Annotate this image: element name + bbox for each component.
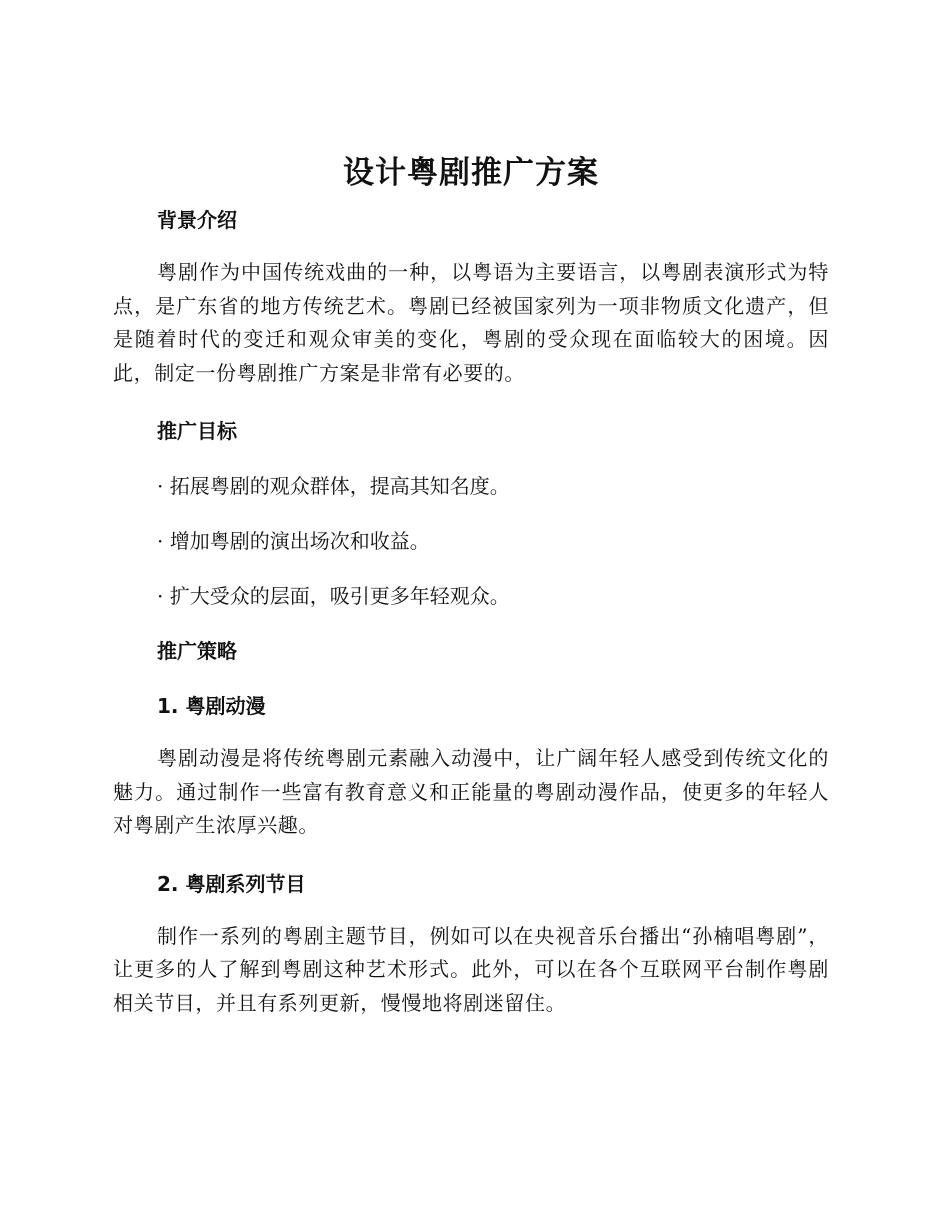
section-heading-strategy: 推广策略 <box>157 639 237 663</box>
goal-item-2: · 增加粤剧的演出场次和收益。 <box>157 529 430 553</box>
subsection-heading-series: 2. 粤剧系列节目 <box>157 871 306 896</box>
document-content <box>113 148 829 1020</box>
series-paragraph: 制作一系列的粤剧主题节目，例如可以在央视音乐台播出“孙楠唱粤剧”，让更多的人了解到粤剧这种艺术形式。此外，可以在各个互联网平台制作粤剧相关节目，并且有系列更新，慢慢地将剧迷留住。 <box>113 923 829 1015</box>
background-paragraph: 粤剧作为中国传统戏曲的一种，以粤语为主要语言，以粤剧表演形式为特点，是广东省的地方传统艺术。粤剧已经被国家列为一项非物质文化遗产，但是随着时代的变迁和观众审美的变化，粤剧的受众现在面临较大的困境。因此，制定一份粤剧推广方案是非常有必要的。 <box>113 260 829 385</box>
goal-item-3: · 扩大受众的层面，吸引更多年轻观众。 <box>157 584 510 608</box>
document-title: 设计粤剧推广方案 <box>343 155 599 191</box>
subsection-heading-anime: 1. 粤剧动漫 <box>157 694 266 718</box>
section-heading-goals: 推广目标 <box>157 419 237 443</box>
goal-item-1: · 拓展粤剧的观众群体，提高其知名度。 <box>157 474 510 498</box>
anime-paragraph: 粤剧动漫是将传统粤剧元素融入动漫中，让广阔年轻人感受到传统文化的魅力。通过制作一些富有教育意义和正能量的粤剧动漫作品，使更多的年轻人对粤剧产生浓厚兴趣。 <box>113 746 829 837</box>
section-heading-background: 背景介绍 <box>157 208 237 232</box>
